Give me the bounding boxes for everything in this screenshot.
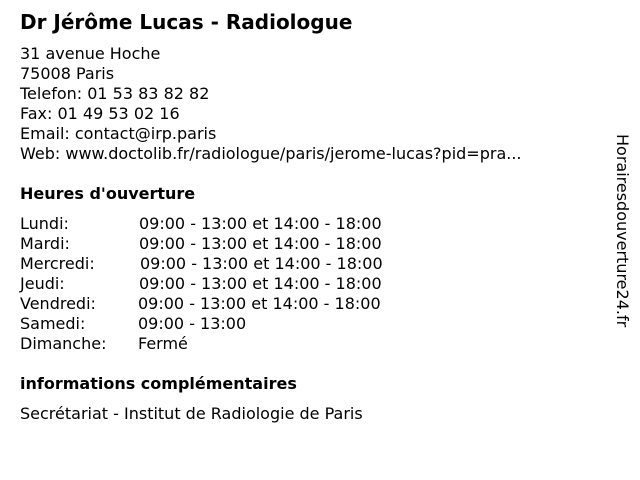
day-hours: 09:00 - 13:00	[138, 314, 247, 333]
day-hours: 09:00 - 13:00 et 14:00 - 18:00	[139, 234, 382, 253]
phone-number: Telefon: 01 53 83 82 82	[20, 84, 210, 103]
website-url: Web: www.doctolib.fr/radiologue/paris/jerome-lucas?pid=pra...	[20, 144, 522, 163]
opening-hours-heading: Heures d'ouverture	[20, 184, 196, 203]
day-hours: Fermé	[138, 334, 188, 353]
site-watermark: Horairesdouverture24.fr	[613, 134, 632, 328]
address-street: 31 avenue Hoche	[20, 44, 161, 63]
day-hours: 09:00 - 13:00 et 14:00 - 18:00	[139, 214, 382, 233]
day-label: Jeudi:	[20, 274, 65, 293]
day-label: Mardi:	[20, 234, 70, 253]
email-address: Email: contact@irp.paris	[20, 124, 217, 143]
day-label: Mercredi:	[20, 254, 95, 273]
contact-block	[20, 44, 522, 164]
day-hours: 09:00 - 13:00 et 14:00 - 18:00	[140, 254, 383, 273]
day-label: Dimanche:	[20, 334, 107, 353]
additional-info-heading: informations complémentaires	[20, 374, 297, 393]
additional-info-text: Secrétariat - Institut de Radiologie de Paris	[20, 404, 363, 423]
page-title: Dr Jérôme Lucas - Radiologue	[20, 10, 353, 34]
fax-number: Fax: 01 49 53 02 16	[20, 104, 180, 123]
day-label: Vendredi:	[20, 294, 96, 313]
day-label: Lundi:	[20, 214, 69, 233]
day-label: Samedi:	[20, 314, 86, 333]
day-hours: 09:00 - 13:00 et 14:00 - 18:00	[138, 294, 381, 313]
address-city: 75008 Paris	[20, 64, 115, 83]
day-hours: 09:00 - 13:00 et 14:00 - 18:00	[139, 274, 382, 293]
